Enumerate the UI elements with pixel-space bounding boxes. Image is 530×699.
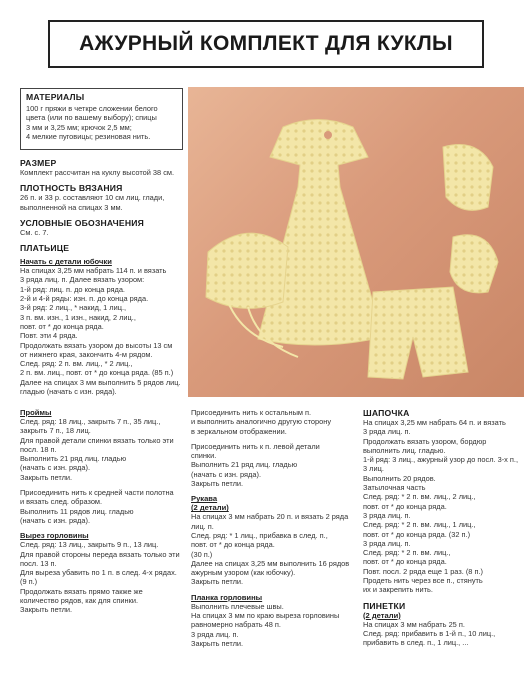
- text-line: Закрыть петли.: [20, 472, 73, 482]
- text-line: След. ряд: 13 лиц., закрыть 9 п., 13 лиц.: [20, 540, 159, 550]
- materials-line: 100 г пряжи в четкре сложении белого: [26, 104, 158, 113]
- dress-line: Продолжать вязать узором до высоты 13 см: [20, 340, 173, 350]
- page-title: АЖУРНЫЙ КОМПЛЕКТ ДЛЯ КУКЛЫ: [79, 32, 453, 55]
- materials-line: 4 мелкие пуговицы; резиновая нить.: [26, 131, 151, 141]
- text-line: количество рядов, как для спинки.: [20, 596, 139, 606]
- section-heading: ПИНЕТКИ: [363, 600, 406, 611]
- text-line: (9 п.): [20, 577, 38, 587]
- column-1-lower: [20, 408, 188, 621]
- text-line: Присоединить нить к п. левой детали: [191, 441, 320, 451]
- text-line: След. ряд: 18 лиц., закрыть 7 п., 35 лиц.,: [20, 417, 161, 426]
- text-line: Повт. посл. 2 ряда еще 1 раз. (8 п.): [363, 566, 483, 576]
- section-text: [191, 512, 361, 586]
- dress-line: 2 п. вм. лиц., повт. от * до конца ряда. (85 п.): [20, 368, 174, 378]
- text-line: повт. от * до конца ряда.: [191, 540, 275, 550]
- text-line: След. ряд: * 2 п. вм. лиц., 1 лиц.,: [363, 520, 476, 530]
- text-line: выполнить лиц. гладью.: [363, 445, 446, 455]
- text-line: (30 п.): [191, 549, 213, 559]
- text-line: След. ряд: * 2 п. вм. лиц., 2 лиц.,: [363, 492, 476, 502]
- section-text: [20, 417, 188, 482]
- text-line: След. ряд: * 2 п. вм. лиц.,: [363, 548, 451, 558]
- text-line: 3 лиц.: [363, 464, 384, 474]
- section-text: [191, 408, 361, 436]
- left-column: [20, 158, 188, 402]
- section: [191, 408, 361, 436]
- text-line: Для выреза убавить по 1 п. в след. 4-х рядах.: [20, 568, 177, 578]
- size-heading: РАЗМЕР: [20, 158, 57, 168]
- dress-line: Далее на спицах 3 мм выполнить 5 рядов лиц.: [20, 377, 181, 387]
- section: [191, 442, 361, 488]
- text-line: Для правой детали спинки вязать только эти: [20, 435, 174, 445]
- text-line: На спицах 3 мм набрать 20 п. и вязать 2 ряда: [191, 512, 349, 522]
- text-line: Выполнить 21 ряд лиц. гладью: [20, 454, 127, 464]
- symbols-heading: УСЛОВНЫЕ ОБОЗНАЧЕНИЯ: [20, 217, 145, 228]
- section: [20, 408, 188, 482]
- section-text: [363, 620, 528, 648]
- section-subheading: (2 детали): [191, 503, 229, 513]
- text-line: Для правой стороны переда вязать только эти: [20, 549, 180, 559]
- dress-line: Повт. эти 4 ряда.: [20, 331, 78, 341]
- text-line: 3 ряда лиц. п.: [363, 427, 411, 437]
- text-line: прибавить в след. п., 1 лиц., ...: [363, 638, 469, 648]
- density-heading: ПЛОТНОСТЬ ВЯЗАНИЯ: [20, 183, 123, 194]
- title-box: [48, 20, 484, 68]
- text-line: спинки.: [191, 451, 217, 461]
- text-line: посл. 13 п.: [20, 558, 57, 568]
- section-heading: Рукава: [191, 494, 218, 504]
- dress-heading: ПЛАТЬИЦЕ: [20, 243, 70, 254]
- text-line: Продолжать вязать прямо также же: [20, 586, 143, 596]
- text-line: посл. 18 п.: [20, 444, 57, 454]
- text-line: Выполнить 20 рядов.: [363, 473, 436, 483]
- dress-button: [324, 131, 332, 139]
- text-line: 3 ряда лиц. п.: [363, 538, 411, 548]
- text-line: Закрыть петли.: [20, 605, 73, 615]
- dress-subheading: Начать с детали юбочки: [20, 257, 112, 267]
- text-line: и выполнить аналогично другую сторону: [191, 417, 332, 427]
- materials-box: [20, 88, 183, 150]
- density-line: выполненной на спицах 3 мм.: [20, 202, 123, 212]
- doll-outfit-photo: [188, 87, 524, 397]
- materials-heading: МАТЕРИАЛЫ: [26, 92, 85, 102]
- dress-line: На спицах 3,25 мм набрать 114 п. и вязать: [20, 266, 167, 276]
- dress-line: повт. от * до конца ряда.: [20, 321, 104, 331]
- text-line: Присоединить нить к средней части полотна: [20, 488, 174, 498]
- section-heading: Планка горловины: [191, 592, 263, 602]
- bootie-bottom: [450, 235, 498, 293]
- dress-line: 3-й ряд: 2 лиц., * накид, 1 лиц.,: [20, 303, 127, 313]
- text-line: повт. от * до конца ряда.: [363, 557, 447, 567]
- text-line: 3 ряда лиц. п.: [191, 629, 239, 639]
- density-text: [20, 193, 188, 212]
- section: [191, 494, 361, 586]
- text-line: их и закрепить нить.: [363, 585, 433, 595]
- materials-line: 3 мм и 3,25 мм; крючок 2,5 мм;: [26, 122, 132, 132]
- section: [20, 531, 188, 614]
- text-line: 3 ряда лиц. п.: [363, 510, 411, 520]
- section-subheading: (2 детали): [363, 610, 401, 620]
- section: [363, 601, 528, 648]
- text-line: Затылочная часть: [363, 483, 426, 493]
- section-heading: Проймы: [20, 408, 52, 417]
- text-line: повт. от * до конца ряда. (32 п.): [363, 529, 471, 539]
- section: [191, 593, 361, 648]
- text-line: Далее на спицах 3,25 мм выполнить 16 рядов: [191, 558, 350, 568]
- text-line: повт. от * до конца ряда.: [363, 501, 447, 511]
- text-line: Закрыть петли.: [191, 638, 244, 648]
- section-text: [363, 418, 528, 595]
- text-line: Выполнить 21 ряд лиц. гладью: [191, 460, 298, 470]
- dress-line: 2-й и 4-й ряды: изн. п. до конца ряда.: [20, 294, 149, 304]
- section-text: [191, 602, 361, 648]
- text-line: След. ряд: * 1 лиц., прибавка в след. п.,: [191, 530, 328, 540]
- text-line: Присоединить нить к остальным п.: [191, 408, 312, 417]
- column-3: [363, 408, 528, 654]
- shorts-shape: [368, 287, 468, 379]
- text-line: ажурным узором (как юбочку).: [191, 568, 296, 578]
- bootie-top: [443, 145, 493, 211]
- section-text: [191, 442, 361, 488]
- text-line: На спицах 3 мм по краю выреза горловины: [191, 611, 340, 621]
- dress-line: 3 ряда лиц. п. Далее вязать узором:: [20, 275, 145, 285]
- text-line: Выполнить 11 рядов лиц. гладью: [20, 506, 134, 516]
- text-line: лиц. п.: [191, 521, 214, 531]
- text-line: 1-й ряд: 3 лиц., ажурный узор до посл. 3-х п.,: [363, 455, 519, 465]
- text-line: равномерно набрать 48 п.: [191, 620, 281, 630]
- bonnet-shape: [206, 233, 288, 308]
- density-line: 26 п. и 33 р. составляют 10 см лиц. глади,: [20, 193, 165, 203]
- text-line: Выполнить плечевые швы.: [191, 601, 284, 611]
- text-line: (начать с изн. ряда).: [20, 463, 90, 473]
- text-line: Продолжать вязать узором, бордюр: [363, 436, 487, 446]
- text-line: в зеркальном отображении.: [191, 426, 287, 436]
- photo-illustration: [188, 87, 524, 397]
- text-line: Продеть нить через все п., стянуть: [363, 576, 483, 586]
- dress-line: 1-й ряд: лиц. п. до конца ряда.: [20, 284, 125, 294]
- dress-instructions: [20, 266, 188, 396]
- dress-line: гладью (начать с изн. ряда).: [20, 387, 117, 397]
- section-text: [20, 540, 188, 614]
- dress-line: След. ряд: 2 п. вм. лиц., * 2 лиц.,: [20, 359, 133, 369]
- text-line: закрыть 7 п., 18 лиц.: [20, 426, 91, 436]
- text-line: и вязать след. образом.: [20, 497, 103, 507]
- text-line: На спицах 3,25 мм набрать 64 п. и вязать: [363, 418, 506, 427]
- text-line: (начать с изн. ряда).: [191, 469, 261, 479]
- text-line: (начать с изн. ряда).: [20, 515, 90, 525]
- materials-line: цвета (или по вашему выбору); спицы: [26, 113, 157, 123]
- dress-line: от нижнего края, закончить 4-м рядом.: [20, 349, 153, 359]
- size-text: Комплект рассчитан на куклу высотой 38 см.: [20, 168, 175, 177]
- dress-line: 3 п. вм. изн., 1 изн., накид, 2 лиц.,: [20, 312, 136, 322]
- section: [20, 488, 188, 525]
- text-line: Закрыть петли.: [191, 577, 244, 587]
- section-text: [20, 488, 188, 525]
- section: [363, 408, 528, 595]
- text-line: Закрыть петли.: [191, 479, 244, 489]
- materials-text: [26, 104, 177, 141]
- section-heading: ШАПОЧКА: [363, 408, 410, 418]
- text-line: На спицах 3 мм набрать 25 п.: [363, 619, 465, 629]
- text-line: След. ряд: прибавить в 1-й п., 10 лиц.,: [363, 628, 496, 638]
- column-2: [191, 408, 361, 654]
- dress-shape: [258, 120, 383, 346]
- section-heading: Вырез горловины: [20, 531, 89, 541]
- symbols-text: См. с. 7.: [20, 227, 49, 237]
